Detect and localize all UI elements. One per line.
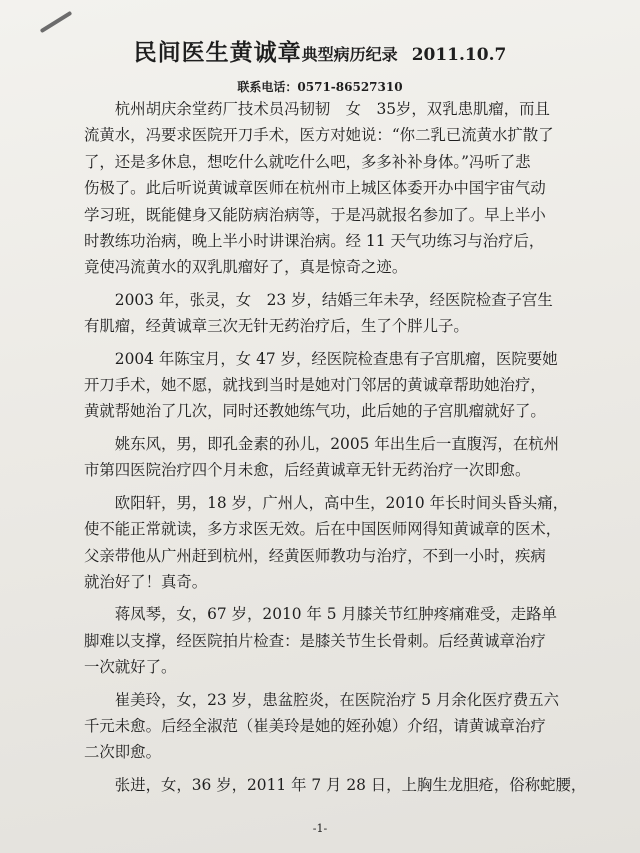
paragraph-line: 一次就好了。 bbox=[84, 658, 177, 677]
case-paragraph bbox=[84, 490, 598, 596]
title-date: 2011.10.7 bbox=[411, 45, 507, 65]
paragraph-line: 流黄水，冯要求医院开刀手术，医方对她说：“你二乳已流黄水扩散了 bbox=[84, 126, 554, 145]
paragraph-line: 有肌瘤，经黄诚章三次无针无药治疗后，生了个胖儿子。 bbox=[84, 317, 469, 336]
paragraph-line: 千元未愈。后经全淑范（崔美玲是她的姪孙媳）介绍，请黄诚章治疗 bbox=[84, 716, 546, 735]
paragraph-line: 就治好了！真奇。 bbox=[84, 572, 208, 591]
document-body bbox=[84, 96, 598, 804]
paragraph-line: 脚难以支撑，经医院拍片检查：是膝关节生长骨刺。后经黄诚章治疗 bbox=[84, 631, 546, 650]
case-paragraph bbox=[84, 96, 598, 281]
paragraph-line: 父亲带他从广州赶到杭州，经黄医师教功与治疗，不到一小时，疾病 bbox=[84, 546, 546, 565]
paragraph-line: 学习班，既能健身又能防病治病等，于是冯就报名参加了。早上半小 bbox=[84, 205, 546, 224]
page-number: -1- bbox=[312, 822, 328, 835]
paragraph-line: 蒋凤琴，女，67 岁，2010 年 5 月膝关节红肿疼痛难受，走路单 bbox=[114, 605, 557, 624]
paragraph-line: 了，还是多休息，想吃什么就吃什么吧，多多补补身体。”冯听了悲 bbox=[84, 152, 531, 171]
pen-mark bbox=[40, 11, 73, 33]
contact-phone: 联系电话：0571-86527310 bbox=[237, 80, 403, 94]
paragraph-line: 2004 年陈宝月，女 47 岁，经医院检查患有子宫肌瘤，医院要她 bbox=[114, 349, 558, 368]
document-title bbox=[0, 34, 640, 67]
case-paragraph bbox=[84, 601, 598, 680]
case-paragraph bbox=[84, 346, 598, 425]
paragraph-line: 使不能正常就读，多方求医无效。后在中国医师网得知黄诚章的医术， bbox=[84, 520, 562, 539]
paragraph-line: 市第四医院治疗四个月未愈，后经黄诚章无针无药治疗一次即愈。 bbox=[84, 461, 531, 480]
paragraph-line: 竟使冯流黄水的双乳肌瘤好了，真是惊奇之迹。 bbox=[84, 258, 408, 277]
paragraph-line: 崔美玲，女，23 岁，患盆腔炎，在医院治疗 5 月余化医疗费五六 bbox=[114, 690, 560, 709]
paragraph-line: 时教练功治病，晚上半小时讲课治病。经 11 天气功练习与治疗后， bbox=[84, 232, 545, 251]
paragraph-line: 欧阳轩，男，18 岁，广州人，高中生，2010 年长时间头昏头痛， bbox=[114, 493, 569, 512]
paragraph-line: 伤极了。此后听说黄诚章医师在杭州市上城区体委开办中国宇宙气动 bbox=[84, 179, 546, 198]
paragraph-line: 2003 年，张灵，女 23 岁，结婚三年未孕，经医院检查子宫生 bbox=[114, 290, 553, 309]
title-sub: 典型病历纪录 bbox=[301, 45, 398, 64]
paragraph-line: 杭州胡庆余堂药厂技术员冯韧韧 女 35岁，双乳患肌瘤，而且 bbox=[114, 100, 550, 118]
paragraph-line: 姚东风，男，即孔金素的孙儿，2005 年出生后一直腹泻，在杭州 bbox=[114, 434, 560, 453]
case-paragraph bbox=[84, 431, 598, 484]
paragraph-line: 张进，女，36 岁，2011 年 7 月 28 日，上胸生龙胆疮，俗称蛇腰， bbox=[114, 775, 587, 794]
paragraph-line: 黄就帮她治了几次，同时还教她练气功，此后她的子宫肌瘤就好了。 bbox=[84, 402, 546, 421]
title-main: 民间医生黄诚章 bbox=[133, 39, 302, 66]
paragraph-line: 开刀手术，她不愿，就找到当时是她对门邻居的黄诚章帮助她治疗， bbox=[84, 376, 546, 395]
case-paragraph bbox=[84, 287, 598, 340]
paragraph-line: 二次即愈。 bbox=[84, 743, 161, 762]
case-paragraph bbox=[84, 772, 598, 798]
case-paragraph bbox=[84, 687, 598, 766]
